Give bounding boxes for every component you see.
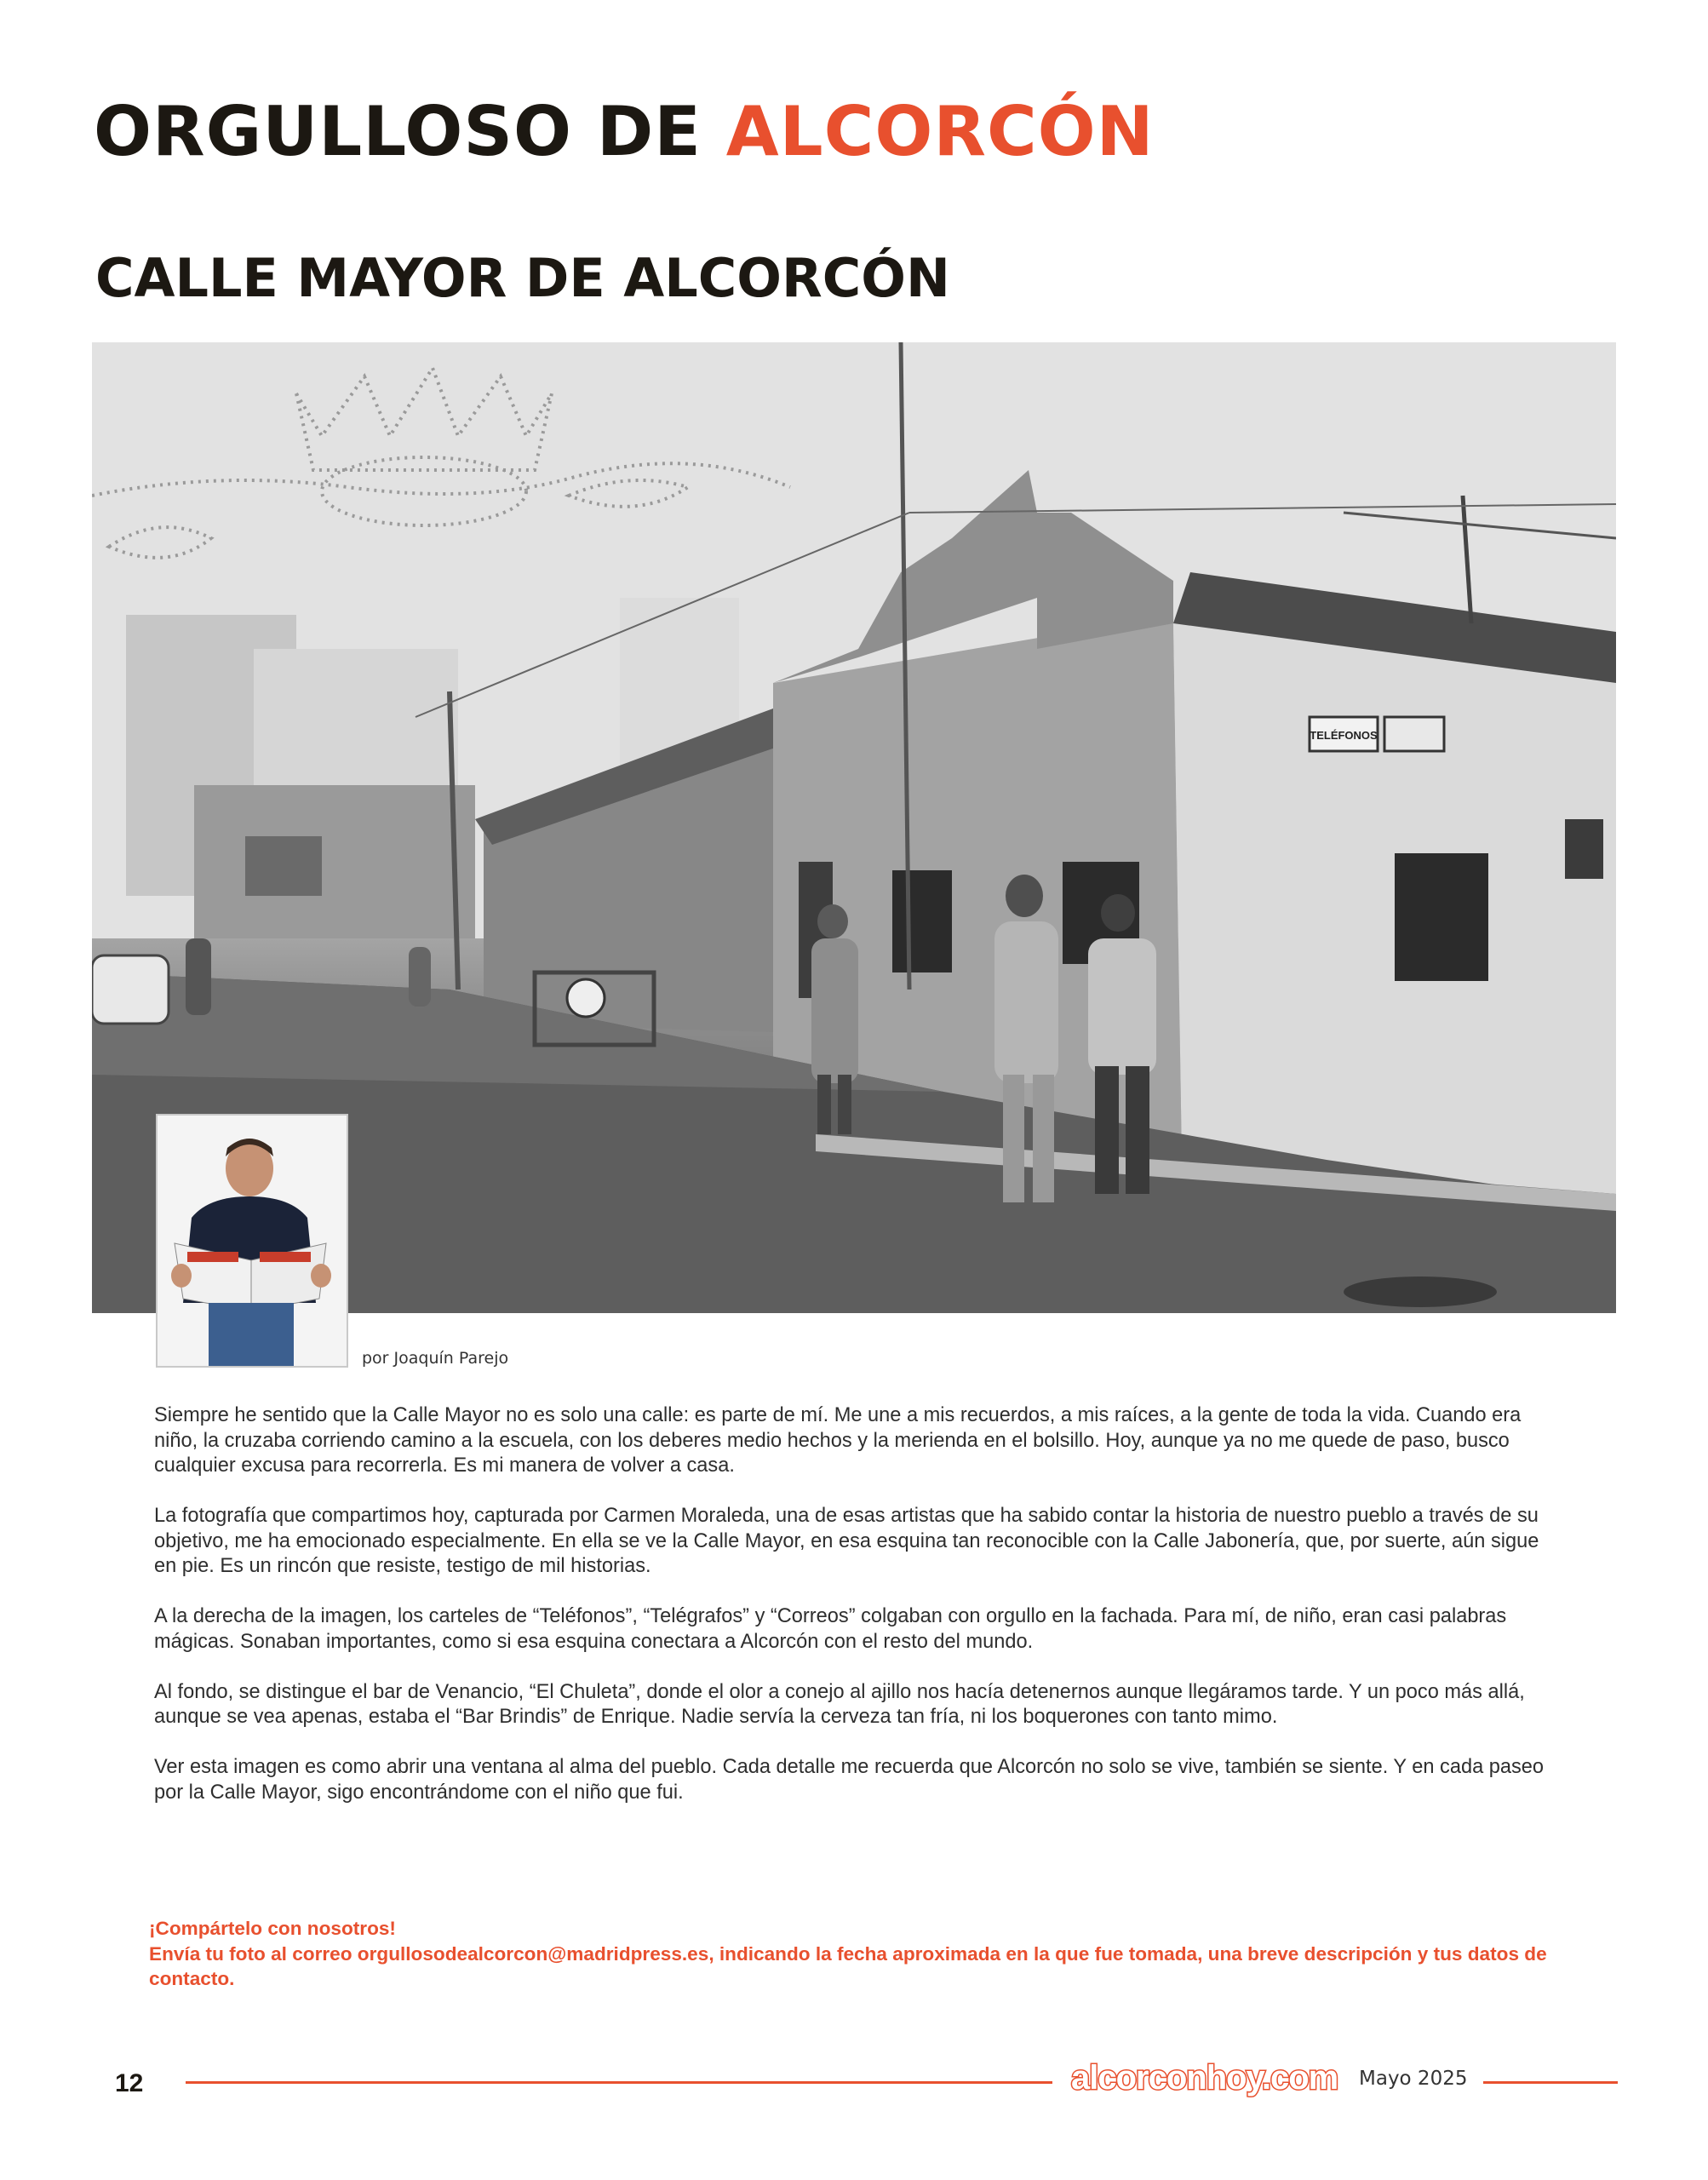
footer-rule-left bbox=[186, 2081, 1052, 2084]
article-paragraph: Ver esta imagen es como abrir una ventana al alma del pueblo. Cada detalle me recuerda que Alcorcón no solo se vive, también se siente. Y en cada paseo por la Calle Mayor, sigo encontrándome con el niño que fui. bbox=[154, 1756, 1545, 1804]
article-title: CALLE MAYOR DE ALCORCÓN bbox=[95, 247, 950, 309]
share-heading: ¡Compártelo con nosotros! bbox=[149, 1918, 396, 1939]
byline: por Joaquín Parejo bbox=[362, 1349, 509, 1368]
page-number: 12 bbox=[115, 2069, 144, 2097]
article-body bbox=[154, 1403, 1549, 1831]
article-paragraph: Siempre he sentido que la Calle Mayor no es solo una calle: es parte de mí. Me une a mis recuerdos, a mis raíces, a la gente de toda la vida. Cuando era niño, la cruzaba corriendo camino a la escuela, con los deberes medio hechos y la merienda en el bolsillo. Hoy, aunque ya no me quede de paso, busco cualquier excusa para recorrerla. Es mi manera de volver a casa. bbox=[154, 1404, 1522, 1477]
telefonos-sign-text: TELÉFONOS bbox=[1310, 729, 1378, 742]
footer-logo: alcorconhoy.com bbox=[1071, 2059, 1338, 2097]
article-paragraph: A la derecha de la imagen, los carteles de “Teléfonos”, “Telégrafos” y “Correos” colgaban con orgullo en la fachada. Para mí, de niño, eran casi palabras mágicas. Sonaban importantes, como si esa esquina conectara a Alcorcón con el resto del mundo. bbox=[154, 1605, 1507, 1653]
article-paragraph: Al fondo, se distingue el bar de Venancio, “El Chuleta”, donde el olor a conejo al ajillo nos hacía detenernos aunque llegáramos tarde. Y un poco más allá, aunque se vea apenas, estaba el “Bar Brindis” de Enrique. Nadie servía la cerveza tan fría, ni los boquerones con tanto mimo. bbox=[154, 1680, 1525, 1728]
section-title bbox=[94, 92, 1155, 171]
footer-date: Mayo 2025 bbox=[1359, 2068, 1468, 2090]
share-text: Envía tu foto al correo orgullosodealcorcon@madridpress.es, indicando la fecha aproximada en la que fue tomada, una breve descripción y tus datos de contacto. bbox=[149, 1942, 1547, 1989]
article-paragraph: La fotografía que compartimos hoy, capturada por Carmen Moraleda, una de esas artistas que ha sabido contar la historia de nuestro pueblo a través de su objetivo, me ha emocionado especialmente. En ella se ve la Calle Mayor, en esa esquina tan reconocible con la Calle Jabonería, que, por suerte, aún sigue en pie. Es un rincón que resiste, testigo de mil historias. bbox=[154, 1505, 1539, 1577]
share-callout bbox=[149, 1916, 1562, 1992]
section-title-accent: ALCORCÓN bbox=[725, 92, 1155, 171]
author-photo bbox=[156, 1114, 348, 1368]
section-title-main: ORGULLOSO DE bbox=[94, 92, 726, 171]
footer-rule-right bbox=[1483, 2081, 1618, 2084]
